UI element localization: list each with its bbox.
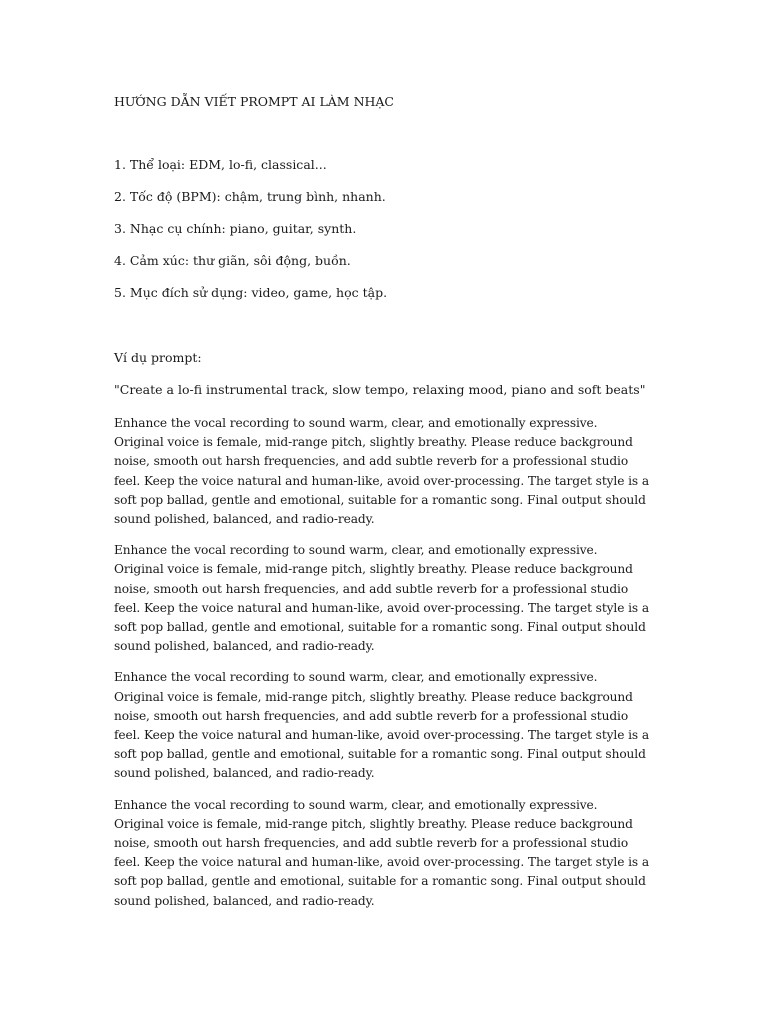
list-item: 5. Mục đích sử dụng: video, game, học tập. — [114, 285, 388, 300]
example-label: Ví dụ prompt: — [114, 350, 202, 365]
example-prompt: "Create a lo-fi instrumental track, slow tempo, relaxing mood, piano and soft beats" — [114, 382, 646, 397]
list-item: 3. Nhạc cụ chính: piano, guitar, synth. — [114, 221, 357, 236]
list-item: 4. Cảm xúc: thư giãn, sôi động, buồn. — [114, 253, 351, 268]
list-item: 1. Thể loại: EDM, lo-fi, classical... — [114, 157, 327, 172]
paragraph-block — [114, 414, 649, 923]
list-item: 2. Tốc độ (BPM): chậm, trung bình, nhanh. — [114, 189, 386, 204]
paragraph: Enhance the vocal recording to sound warm, clear, and emotionally expressive. Original voice is female, mid-range pitch, slightly breathy. Please reduce background noise, smooth out harsh frequencies, and add subtle reverb for a professional studio feel. Keep the voice natural and human-like, avoid over-processing. The target style is a soft pop ballad, gentle and emotional, suitable for a romantic song. Final output should sound polished, balanced, and radio-ready. — [114, 416, 649, 527]
paragraph: Enhance the vocal recording to sound warm, clear, and emotionally expressive. Original voice is female, mid-range pitch, slightly breathy. Please reduce background noise, smooth out harsh frequencies, and add subtle reverb for a professional studio feel. Keep the voice natural and human-like, avoid over-processing. The target style is a soft pop ballad, gentle and emotional, suitable for a romantic song. Final output should sound polished, balanced, and radio-ready. — [114, 670, 649, 781]
guideline-list — [114, 155, 387, 315]
document-page — [114, 0, 654, 1024]
paragraph: Enhance the vocal recording to sound warm, clear, and emotionally expressive. Original voice is female, mid-range pitch, slightly breathy. Please reduce background noise, smooth out harsh frequencies, and add subtle reverb for a professional studio feel. Keep the voice natural and human-like, avoid over-processing. The target style is a soft pop ballad, gentle and emotional, suitable for a romantic song. Final output should sound polished, balanced, and radio-ready. — [114, 797, 649, 908]
document-title: HƯỚNG DẪN VIẾT PROMPT AI LÀM NHẠC — [114, 94, 394, 109]
paragraph: Enhance the vocal recording to sound warm, clear, and emotionally expressive. Original voice is female, mid-range pitch, slightly breathy. Please reduce background noise, smooth out harsh frequencies, and add subtle reverb for a professional studio feel. Keep the voice natural and human-like, avoid over-processing. The target style is a soft pop ballad, gentle and emotional, suitable for a romantic song. Final output should sound polished, balanced, and radio-ready. — [114, 543, 649, 654]
